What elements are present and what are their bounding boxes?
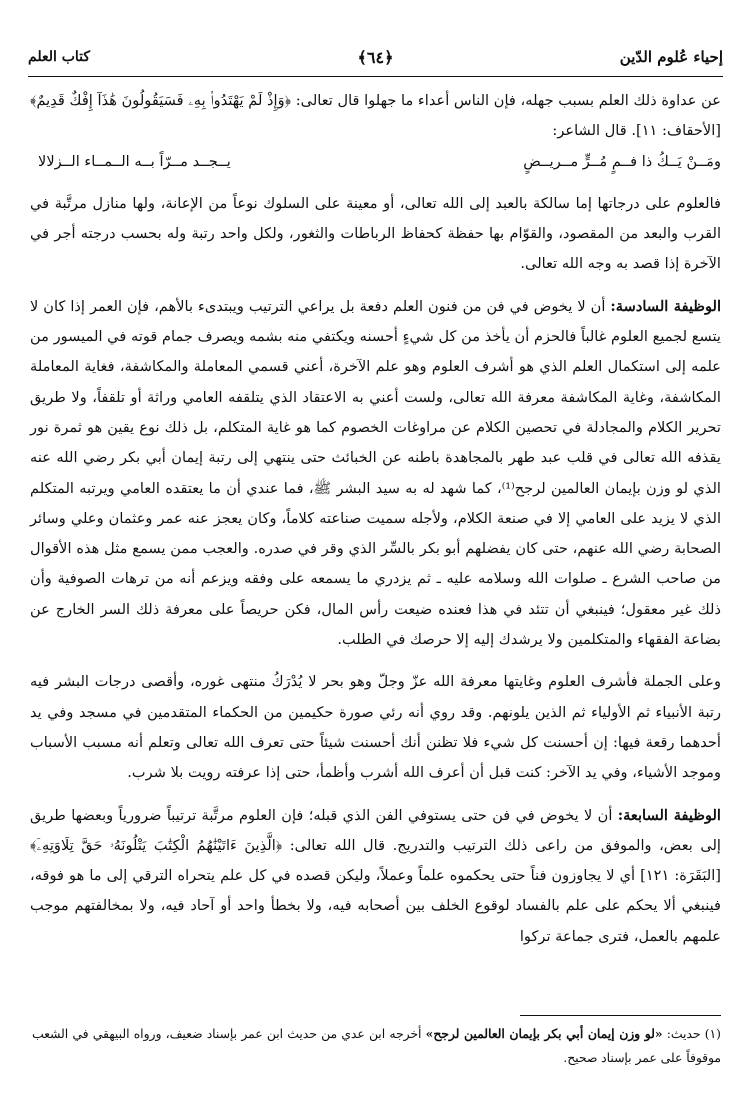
section-six-text: أن لا يخوض في فن من فنون العلم دفعة بل يراعي الترتيب ويبتدىء بالأهم، فإن العمر إذا كان لا يتسع لجميع العلوم غالباً فالحزم أن يأخذ من كل شيءٍ أحسنه ويكتفي منه بشمه ويصرف جمام قوته في الميسور من علمه إلى استكمال العلم الذي هو أشرف العلوم وهو علم الآخرة، أعني قسمي المعاملة والمكاشفة، فغاية المعاملة المكاشفة، وغاية المكاشفة معرفة الله تعالى، ولست أعني به الاعتقاد الذي يتلقفه العامي وراثة أو تلقفاً، ولا طريق تحرير الكلام والمجادلة في تحصين الكلام عن مراوغات الخصوم كما هو غاية المتكلم، بل ذلك نوع يقين هو ثمرة نور يقذفه الله تعالى في قلب عبد طهر بالمجاهدة باطنه عن الخبائث حتى ينتهي إلى رتبة إيمان أبي بكر رضي الله عنه الذي لو وزن بإيمان العالمين لرجح⁽¹⁾، كما شهد له به سيد البشر ﷺ، فما عندي أن ما يعتقده العامي ويرتبه المتكلم الذي لا يزيد على العامي إلا في صنعة الكلام، ولأجله سميت صناعته كلاماً، وكان يعجز عنه عمر وعثمان وعلي وسائر الصحابة رضي الله عنهم، حتى كان يفضلهم أبو بكر بالسِّر الذي وقر في صدره. والعجب ممن يسمع مثل هذه الأقوال من صاحب الشرع ـ صلوات الله وسلامه عليه ـ ثم يزدري ما يسمعه على وفقه ويزعم أنه من ترهات الصوفية وأن ذلك غير معقول؛ فينبغي أن تتئد في هذا فعنده ضيعت رأس المال، فكن حريصاً على معرفة ذلك السر الخارج عن بضاعة الفقهاء والمتكلمين ولا يرشدك إليه إلا حرصك في الطلب.: [30, 297, 721, 649]
section-six-label: الوظيفة السادسة:: [610, 297, 722, 315]
book-title: إحياء عُلوم الدّين: [619, 48, 723, 66]
poem-first-hemistich: ومَــنْ يَــكُ ذا فــمٍ مُــرٍّ مــريــضٍ: [523, 152, 721, 170]
poem-second-hemistich: يــجــد مــرّاً بــه الــمــاء الــزلالا: [38, 152, 231, 170]
section-seven-text: أن لا يخوض في فن حتى يستوفي الفن الذي قبله؛ فإن العلوم مرتَّبة ترتيباً ضرورياً وبعضها طريق إلى بعض، والموفق من راعى ذلك الترتيب والتدريج. قال الله تعالى: ﴿الَّذِينَ ءَاتَيْنَٰهُمُ الْكِتَٰبَ يَتْلُونَهُۥ حَقَّ تِلَاوَتِهِۦٓ﴾ [البَقَرَة: ١٢١] أي لا يجاوزون فناً حتى يحكموه علماً وعملاً، وليكن قصده في كل علم يتحراه الترقي إلى ما هو فوقه، فينبغي ألا يحكم على علم بالفساد لوقوع الخلف بين أصحابه فيه، ولا بخطأ واحد أو آحاد فيه، ولا بمخالفتهم موجب علمهم بالعمل، فترى جماعة تركوا: [30, 806, 721, 945]
paragraph-1: عن عداوة ذلك العلم بسبب جهله، فإن الناس أعداء ما جهلوا قال تعالى: ﴿وَإِذْ لَمْ يَهْتَدُوا۟ بِهِۦ فَسَيَقُولُونَ هَٰذَآ إِفْكٌ قَدِيمٌ﴾ [الأحقاف: ١١]. قال الشاعر:: [30, 92, 721, 140]
paragraph-2: فالعلوم على درجاتها إما سالكة بالعبد إلى الله تعالى، أو معينة على السلوك نوعاً من الإعانة، ولها منازل مرتَّبة في القرب والبعد من المقصود، والقوّام بها حفظة كحفاظ الرباطات والثغور، ولكل واحد رتبة وله بحسب درجته أجر في الآخرة إذا قصد به وجه الله تعالى.: [30, 194, 721, 273]
footnote-hadith: «لو وزن إيمان أبي بكر بإيمان العالمين لرجح»: [425, 1026, 663, 1041]
footnote: [32, 1022, 721, 1070]
footnote-rule: [520, 1015, 721, 1016]
page-header: [28, 42, 723, 72]
body-text: [30, 86, 721, 952]
footnote-number: (١): [704, 1027, 721, 1041]
section-seven-label: الوظيفة السابعة:: [617, 806, 721, 824]
header-rule: [28, 76, 723, 77]
paragraph-5: [30, 801, 721, 952]
chapter-title: كتاب العلم: [28, 49, 91, 65]
paragraph-4: وعلى الجملة فأشرف العلوم وغايتها معرفة الله عزّ وجلّ وهو بحر لا يُدْرَكُ منتهى غوره، وأقصى درجات البشر فيه رتبة الأنبياء ثم الأولياء ثم الذين يلونهم. وقد روي أنه رئي صورة حكيمين من الحكماء المتقدمين في مسجد وفي يد أحدهما رقعة فيها: إن أحسنت كل شيء فلا تظنن أنك أحسنت شيئاً حتى تعرف الله تعالى وتعلم أنه مسبب الأسباب وموجد الأشياء، وفي يد الآخر: كنت قبل أن أعرف الله أشرب وأظمأ، حتى إذا عرفته رويت بلا شرب.: [30, 673, 721, 782]
page-number: ﴿٦٤﴾: [357, 47, 394, 67]
footnote-intro: حديث:: [666, 1027, 701, 1041]
poem-verse: [30, 147, 721, 177]
footnote-text: أخرجه ابن عدي من حديث ابن عمر بإسناد ضعيف، ورواه البيهقي في الشعب موقوفاً على عمر بإسناد صحيح.: [32, 1027, 721, 1065]
paragraph-3: [30, 292, 721, 656]
